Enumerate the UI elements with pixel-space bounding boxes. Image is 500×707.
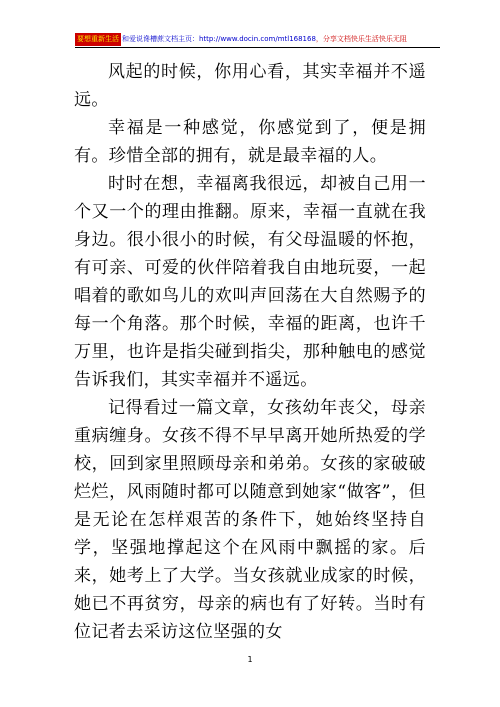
document-header [75,33,440,46]
page-number: 1 [247,655,253,664]
header-lead-text: 和爱说谗槽蔗文档主页： [122,35,199,43]
header-divider [75,47,440,48]
paragraph-1: 风起的时候，你用心看，其实幸福并不遥远。 [74,62,426,110]
document-body [74,58,426,646]
header-tail-text: ，分享文档快乐生活快乐无阻 [315,35,407,43]
paragraph-3: 时时在想，幸福离我很远，却被自己用一个又一个的理由推翻。原来，幸福一直就在我身边。很小很小的时候，有父母温暖的怀抱，有可亲、可爱的伙伴陪着我自由地玩耍，一起唱着的歌如鸟儿的欢叫声回荡在大自然赐予的每一个角落。那个时候，幸福的距离，也许千万里，也许是指尖碰到指尖，那种触电的感觉告诉我们，其实幸福并不遥远。 [74,174,426,390]
paragraph-2: 幸福是一种感觉，你感觉到了，便是拥有。珍惜全部的拥有，就是最幸福的人。 [74,118,426,166]
paragraph-4: 记得看过一篇文章，女孩幼年丧父，母亲重病缠身。女孩不得不早早离开她所热爱的学校，回到家里照顾母亲和弟弟。女孩的家破破烂烂，风雨随时都可以随意到她家“做客”，但是无论在怎样艰苦的条件下，她始终坚持自学，坚强地撑起这个在风雨中飘摇的家。后来，她考上了大学。当女孩就业成家的时候，她已不再贫穷，母亲的病也有了好转。当时有位记者去采访这位坚强的女 [74,398,426,642]
header-url-link[interactable]: http://www.docin.com/mtl168168 [199,35,316,43]
header-tag: 要想重新生活 [75,33,121,46]
